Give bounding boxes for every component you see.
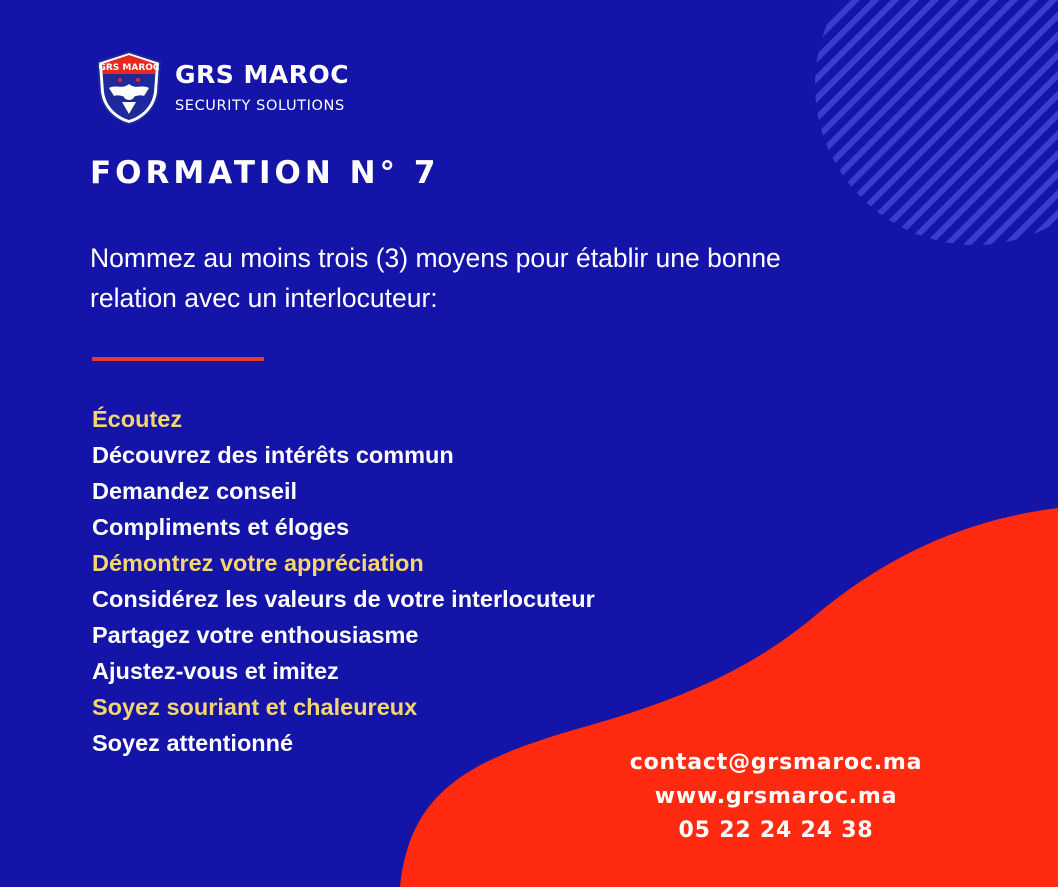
question-text: Nommez au moins trois (3) moyens pour établir une bonne relation avec un interlocuteur:	[90, 243, 781, 313]
answer-item: Démontrez votre appréciation	[92, 550, 424, 576]
answers-list	[92, 401, 595, 761]
answer-item: Demandez conseil	[92, 478, 298, 504]
brand-tagline: SECURITY SOLUTIONS	[175, 98, 345, 114]
answer-item: Écoutez	[92, 406, 183, 432]
striped-circle-decoration	[800, 0, 1058, 260]
answer-item: Compliments et éloges	[92, 514, 350, 540]
divider	[92, 357, 264, 361]
answer-item: Soyez attentionné	[92, 730, 294, 756]
answer-item: Partagez votre enthousiasme	[92, 622, 419, 648]
page-title: FORMATION N° 7	[90, 155, 440, 191]
answer-item: Ajustez-vous et imitez	[92, 658, 339, 684]
brand-name: GRS MAROC	[175, 60, 350, 89]
eagle-shield-icon	[94, 50, 164, 126]
contact-email: contact@grsmaroc.ma	[629, 750, 923, 775]
contact-block	[600, 746, 952, 848]
logo-text: GRS MAROC	[98, 63, 160, 73]
company-logo	[94, 50, 164, 126]
answer-item: Considérez les valeurs de votre interlocuteur	[92, 586, 595, 612]
answer-item: Découvrez des intérêts commun	[92, 442, 454, 468]
answer-item: Soyez souriant et chaleureux	[92, 694, 418, 720]
contact-website: www.grsmaroc.ma	[654, 784, 898, 809]
contact-phone: 05 22 24 24 38	[678, 818, 874, 843]
